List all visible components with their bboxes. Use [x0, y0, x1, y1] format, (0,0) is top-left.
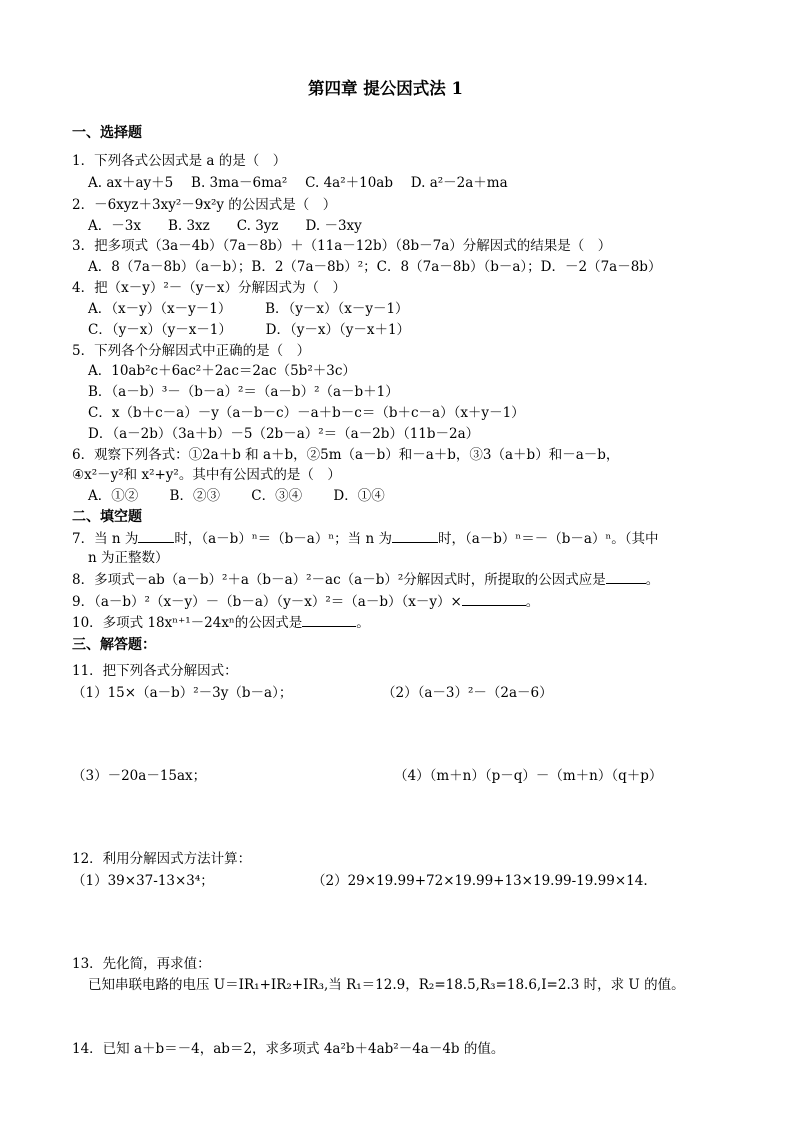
question-11-part-4: （4）（m＋n）（p－q）－（m＋n）（q＋p） — [394, 768, 663, 784]
question-5-option-a: A．10ab²c＋6ac²＋2ac＝2ac（5b²＋3c） — [88, 363, 356, 379]
question-4: 4．把（x－y）²－（y－x）分解因式为（ ） — [72, 280, 346, 296]
page-title: 第四章 提公因式法 1 — [308, 79, 463, 98]
answer-blank[interactable] — [462, 592, 526, 606]
question-2: 2．－6xyz＋3xy²－9x²y 的公因式是（ ） — [72, 197, 337, 213]
question-7-part-c: 时，（a－b）ⁿ＝－（b－a）ⁿ。（其中 — [437, 531, 659, 547]
question-12-part-1: （1）39×37-13×3⁴； — [72, 873, 214, 889]
question-13-line-2: 已知串联电路的电压 U＝IR₁+IR₂+IR₃,当 R₁＝12.9，R₂=18.5,R₃=18.6,I=2.3 时，求 U 的值。 — [88, 977, 685, 993]
question-11-part-2: （2）（a－3）²－（2a－6） — [382, 685, 553, 701]
question-5-option-d: D．（a－2b）（3a＋b）－5（2b－a）²＝（a－2b）（11b－2a） — [88, 426, 480, 442]
question-10-end: 。 — [356, 615, 370, 631]
question-7-part-b: 时，（a－b）ⁿ＝（b－a）ⁿ；当 n 为 — [174, 531, 392, 547]
question-3-options: A．8（7a－8b）（a－b）；B．2（7a－8b）²；C．8（7a－8b）（b－a）；D．－2（7a－8b） — [88, 259, 662, 275]
question-6-line-2: ④x²－y²和 x²+y²。其中有公因式的是（ ） — [72, 467, 341, 483]
answer-blank[interactable] — [138, 529, 174, 543]
question-9-text: 9．（a－b）²（x－y）－（b－a）（y－x）²＝（a－b）（x－y）× — [72, 594, 462, 610]
question-12-part-2: （2）29×19.99+72×19.99+13×19.99-19.99×14. — [312, 873, 648, 889]
question-11-part-1: （1）15×（a－b）²－3y（b－a）； — [72, 685, 293, 701]
question-6: 6．观察下列各式：①2a＋b 和 a＋b，②5m（a－b）和－a＋b，③3（a＋b）和－a－b， — [72, 447, 620, 463]
question-5: 5．下列各个分解因式中正确的是（ ） — [72, 343, 311, 359]
question-11-part-3: （3）－20a－15ax； — [72, 768, 207, 784]
answer-blank[interactable] — [606, 570, 646, 584]
question-10 — [72, 613, 370, 632]
question-3: 3．把多项式（3a－4b）（7a－8b）＋（11a－12b）（8b－7a）分解因式的结果是（ ） — [72, 238, 612, 254]
question-12: 12．利用分解因式方法计算： — [72, 851, 252, 867]
question-6-options: A．①② B．②③ C．③④ D．①④ — [88, 488, 385, 504]
question-5-option-b: B．（a－b）³－（b－a）²＝（a－b）²（a－b＋1） — [88, 384, 399, 400]
question-9-end: 。 — [525, 594, 540, 610]
question-13: 13．先化简，再求值： — [72, 956, 211, 972]
question-2-options: A．－3x B. 3xz C. 3yz D. －3xy — [88, 218, 362, 234]
question-1-options: A. ax＋ay＋5 B. 3ma－6ma² C. 4a²＋10ab D. a²－2a＋ma — [88, 175, 508, 191]
question-8 — [72, 570, 659, 589]
question-7-line-2: n 为正整数） — [88, 550, 169, 566]
section-heading-fill: 二、填空题 — [72, 509, 142, 525]
question-8-text: 8．多项式－ab（a－b）²＋a（b－a）²－ac（a－b）²分解因式时，所提取的公因式应是 — [72, 572, 606, 588]
section-heading-choice: 一、选择题 — [72, 125, 142, 141]
question-5-option-c: C．x（b＋c－a）－y（a－b－c）－a＋b－c＝（b＋c－a）（x＋y－1） — [88, 405, 525, 421]
question-14: 14．已知 a＋b＝－4，ab＝2，求多项式 4a²b＋4ab²－4a－4b 的值。 — [72, 1041, 505, 1057]
answer-blank[interactable] — [302, 613, 356, 627]
question-8-end: 。 — [645, 572, 660, 588]
answer-blank[interactable] — [392, 529, 438, 543]
question-1: 1．下列各式公因式是 a 的是（ ） — [72, 153, 287, 169]
question-11: 11．把下列各式分解因式： — [72, 663, 238, 679]
question-7-part-a: 7．当 n 为 — [72, 531, 139, 547]
question-7 — [72, 529, 659, 548]
question-4-options-ab: A．（x－y）（x－y－1） B．（y－x）（x－y－1） — [88, 301, 409, 317]
section-heading-solve: 三、解答题： — [72, 637, 156, 653]
question-9 — [72, 592, 539, 611]
question-10-text: 10．多项式 18xⁿ⁺¹－24xⁿ的公因式是 — [72, 615, 303, 631]
question-4-options-cd: C．（y－x）（y－x－1） D．（y－x）（y－x＋1） — [88, 322, 411, 338]
